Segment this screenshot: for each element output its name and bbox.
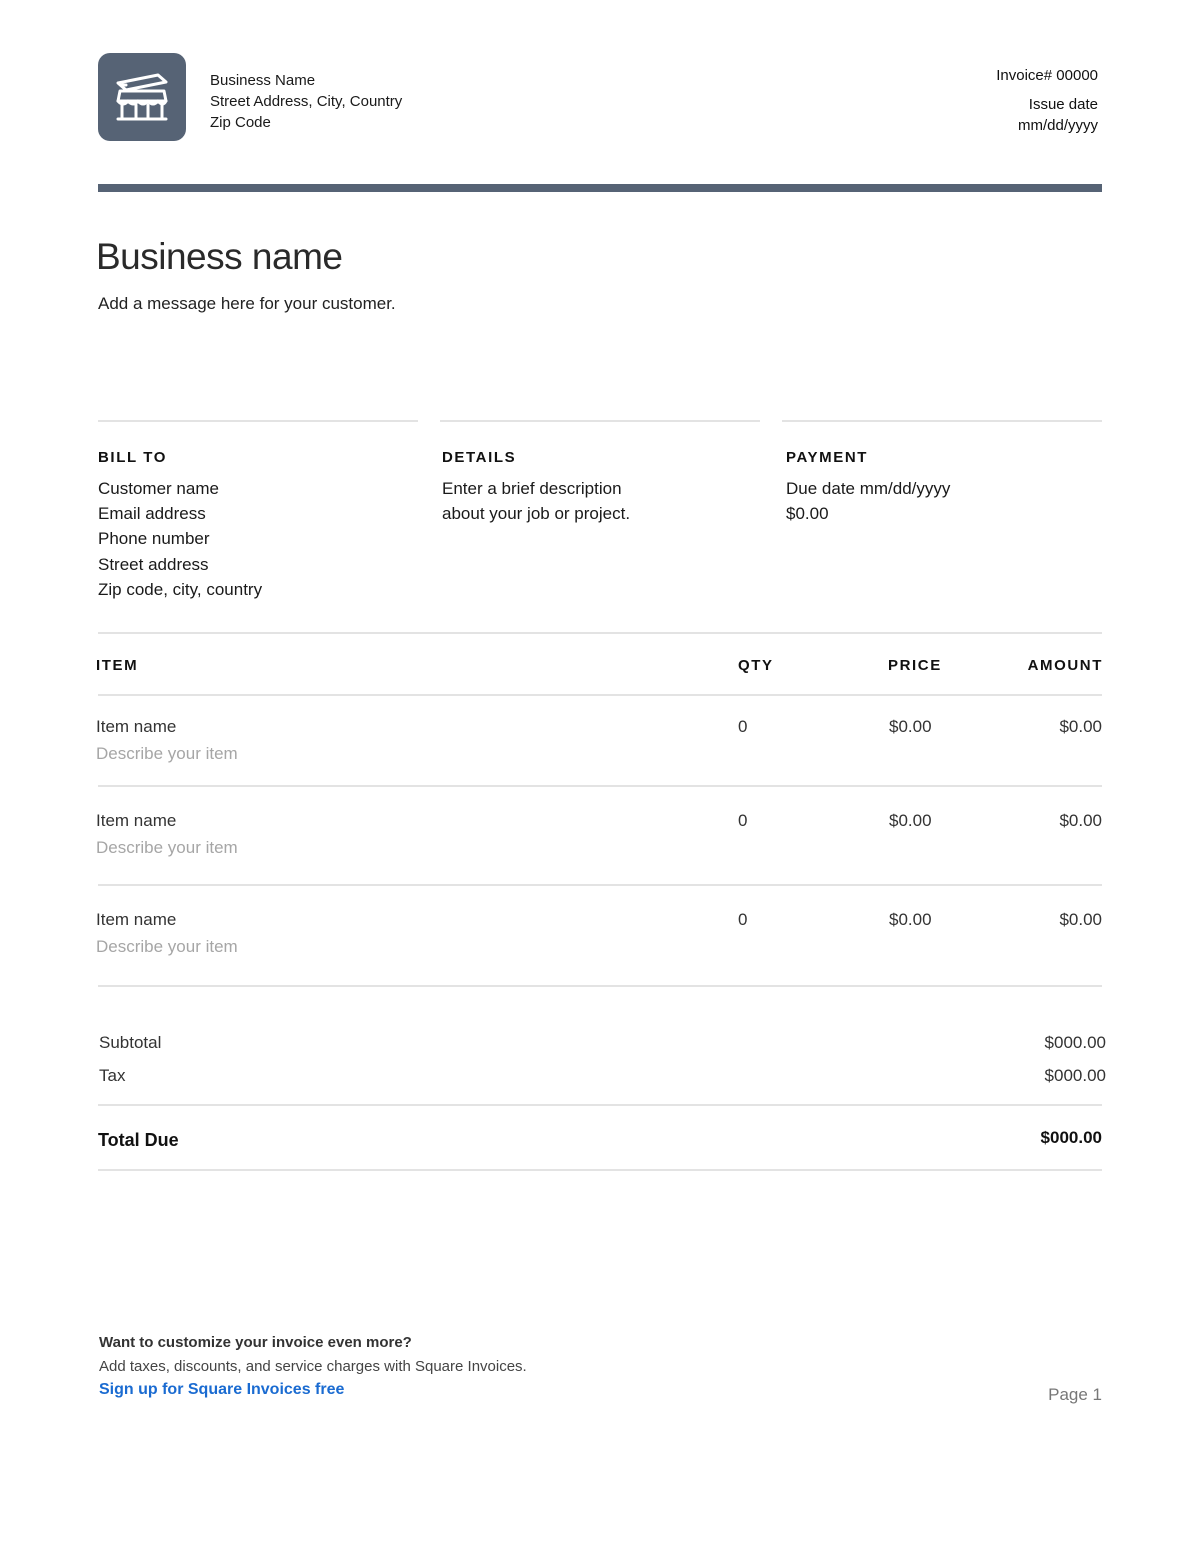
- subtotal-label: Subtotal: [99, 1033, 162, 1052]
- storefront-icon: [112, 69, 172, 125]
- header-street-address: Street Address, City, Country: [210, 93, 403, 110]
- promo-text: Add taxes, discounts, and service charges with Square Invoices.: [99, 1358, 527, 1375]
- details-heading: DETAILS: [442, 449, 517, 466]
- bill-to-line: Customer name: [98, 479, 219, 498]
- item-qty: 0: [738, 910, 748, 929]
- column-header-amount: AMOUNT: [1027, 657, 1103, 674]
- row-divider: [98, 785, 1102, 787]
- bill-to-line: Email address: [98, 504, 206, 523]
- header-business-name: Business Name: [210, 72, 316, 89]
- item-qty: 0: [738, 811, 748, 830]
- section-divider: [782, 420, 1102, 422]
- tax-value: $000.00: [1044, 1066, 1106, 1085]
- item-name: Item name: [96, 910, 177, 929]
- signup-link[interactable]: Sign up for Square Invoices free: [99, 1381, 345, 1398]
- item-amount: $0.00: [1059, 811, 1102, 830]
- table-bottom-rule: [98, 985, 1102, 987]
- table-top-rule: [98, 632, 1102, 634]
- total-bottom-rule: [98, 1169, 1102, 1171]
- bill-to-line: Phone number: [98, 529, 210, 548]
- invoice-number: Invoice# 00000: [996, 67, 1098, 84]
- bill-to-line: Street address: [98, 555, 209, 574]
- accent-bar: [98, 184, 1102, 192]
- item-amount: $0.00: [1059, 910, 1102, 929]
- payment-heading: PAYMENT: [786, 449, 869, 466]
- business-logo: [98, 53, 186, 141]
- bill-to-heading: BILL TO: [98, 449, 167, 466]
- subtotal-value: $000.00: [1044, 1033, 1106, 1052]
- section-divider: [98, 420, 418, 422]
- item-amount: $0.00: [1059, 717, 1102, 736]
- section-divider: [440, 420, 760, 422]
- bill-to-line: Zip code, city, country: [98, 580, 263, 599]
- item-description: Describe your item: [96, 937, 238, 956]
- item-price: $0.00: [889, 811, 932, 830]
- column-header-qty: QTY: [738, 657, 774, 674]
- table-header-rule: [98, 694, 1102, 696]
- payment-amount: $0.00: [786, 504, 829, 523]
- header-zip-code: Zip Code: [210, 114, 271, 131]
- column-header-item: ITEM: [96, 657, 139, 674]
- item-price: $0.00: [889, 910, 932, 929]
- tax-label: Tax: [99, 1066, 126, 1085]
- issue-date-value: mm/dd/yyyy: [1017, 117, 1098, 134]
- item-price: $0.00: [889, 717, 932, 736]
- page-number: Page 1: [1048, 1385, 1102, 1404]
- page-title: Business name: [96, 236, 343, 277]
- item-description: Describe your item: [96, 838, 238, 857]
- totals-rule: [98, 1104, 1102, 1106]
- item-name: Item name: [96, 811, 177, 830]
- row-divider: [98, 884, 1102, 886]
- details-line: Enter a brief description: [442, 479, 622, 498]
- total-due-value: $000.00: [1040, 1128, 1102, 1147]
- item-qty: 0: [738, 717, 748, 736]
- payment-due-date: Due date mm/dd/yyyy: [786, 479, 951, 498]
- item-name: Item name: [96, 717, 177, 736]
- promo-heading: Want to customize your invoice even more?: [99, 1334, 412, 1351]
- issue-date-label: Issue date: [1028, 96, 1098, 113]
- item-description: Describe your item: [96, 744, 238, 763]
- column-header-price: PRICE: [888, 657, 942, 674]
- details-line: about your job or project.: [442, 504, 631, 523]
- customer-message: Add a message here for your customer.: [98, 294, 396, 313]
- total-due-label: Total Due: [98, 1130, 179, 1150]
